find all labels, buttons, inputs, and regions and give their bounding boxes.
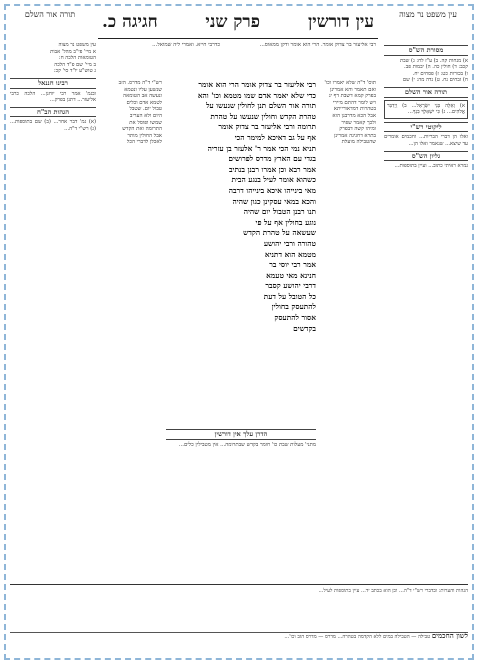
glossary-label: לשון החכמים bbox=[431, 631, 468, 640]
gemara-line: טהרת הקדש וחולין שנעשו על טהרת bbox=[210, 111, 316, 121]
gemara-line: תרומה ורבי אליעזר בר צדוק אומר bbox=[218, 122, 316, 132]
footer-notes bbox=[10, 588, 468, 628]
right-header-label bbox=[388, 10, 468, 20]
likutei-rashi-text: ואלו הן דברי הבריות... וחכמים אומרים עד שיצא... שנאמר ואלו הן... bbox=[384, 134, 468, 147]
glossary-text: טבילה — הטבילה במים ללא הקדמה בטהרה... מדרס — מדרס הזב וכו'... bbox=[284, 634, 431, 640]
folio-number: כ. bbox=[102, 12, 117, 32]
gemara-line: אף על גב דאיכא למימר הכי bbox=[234, 132, 316, 142]
left-header-label bbox=[10, 10, 90, 20]
gemara-line: כדי שלא יאמר אדם שמו מטמא וכו' והא bbox=[197, 90, 316, 100]
main-text-block bbox=[104, 42, 376, 580]
torah-or-label: תורה אור השלם bbox=[24, 10, 76, 19]
tractate-name: חגיגה bbox=[122, 12, 158, 32]
tosafot-intro: רבי אליעזר בר צדוק אומר. הרי הוא אומר ודקן ממאוס... bbox=[259, 42, 376, 48]
torah-or-section bbox=[384, 100, 468, 119]
left-margin-column bbox=[10, 42, 96, 580]
talmud-page bbox=[10, 10, 468, 646]
hagahot-text: (א) גמ' דבר אחר... (ב) שם בתוספות... (ג) רש"י ד"ה... bbox=[10, 119, 96, 132]
gemara-line: תניא נמי הכי אמר ר' אלעזר בן עזריה bbox=[207, 143, 316, 153]
left-top-refs: עין משפט נר מצוה א מיי' פי"ב מהל' אבות הטומאות הלכה ח: ב מיי' שם פ"ד הלכה ג טוש"ע יו"ד סי' קכ: bbox=[50, 42, 96, 75]
tosafot-column bbox=[320, 80, 376, 580]
gemara-line: חנינא מאי טעמא bbox=[266, 270, 316, 280]
hagahot-title: הגהות הב"ח bbox=[10, 107, 96, 118]
hadran-title: הדרן עלך אין דורשין bbox=[166, 429, 316, 440]
glossary-bar bbox=[10, 632, 468, 647]
right-margin-column bbox=[384, 42, 468, 580]
gemara-line: אמר רבי יוסי בר bbox=[269, 260, 316, 270]
gemara-line: רבי אליעזר בר צדוק אומר הרי הוא אומר bbox=[198, 80, 316, 89]
footer-divider bbox=[10, 584, 468, 585]
gemara-column bbox=[166, 80, 316, 420]
gilyon-text: גמרא ראיתי כתוב... ועיין בתוספות... bbox=[394, 163, 468, 170]
gemara-line: כשהוא אומר לעיל בנגע הבית bbox=[231, 175, 316, 185]
gemara-line: טהורה ורבי יהושע bbox=[263, 238, 316, 248]
gemara-line: להתעסק בחולין bbox=[271, 302, 316, 312]
gemara-line: נוגע בחולין אף על פי bbox=[255, 217, 316, 227]
gilyon-title: גליון הש"ס bbox=[384, 151, 468, 162]
page-header bbox=[98, 10, 378, 39]
gemara-line: מטמא הוא דתניא bbox=[264, 249, 316, 259]
header-tractate bbox=[102, 12, 158, 32]
footer-notes-text: הגהות והערות: ובדברי רש"י ד"ה... וכן הוא בכתב יד... עיין בתוספות לעיל... bbox=[318, 588, 468, 594]
tosafot-body: תוס' ד"ה שלא יאמרו וכו' ואם תאמר והא אמרינן בפרק קמא דשבת דף יג ויש לומר דהתם מיירי בטהרות דמדאורייתא אבל הכא מדרבנן הוא ולכך קאמר שפיר ומיהו קשה דבפרק בתרא דחגיגה אמרינן שהטבילה מועלת bbox=[324, 80, 376, 146]
header-chapter: פרק שני bbox=[205, 12, 260, 32]
mishnah-lower-section bbox=[166, 426, 316, 576]
gemara-line: תנו רבנן הטבול יום שהיה bbox=[243, 207, 316, 217]
torah-or-text: א) וְאֵלֶּה בְּנֵי יִשְׂרָאֵל... ב) וַיְדַבֵּר אֱלֹהִים... ג) כִּי יִשְׁאָלְךָ בִנְךָ... bbox=[387, 102, 465, 116]
gemara-line: והכא במאי עסקינן כגון שהיה bbox=[232, 196, 316, 206]
masoret-title: מסורת הש"ס bbox=[384, 45, 468, 56]
rabbeinu-chananel-title: רבינו חננאל bbox=[10, 78, 96, 89]
rashi-body: רש"י ד"ה מדרס. הזב שנשען עליו ונטמא ונעשה אב הטומאה לטמא אדם וכלים טבול יום. שטבל היום ולא העריב שמשו ופוסל את התרומה ואת הקדש אבל החולין מותר לאכלן לדברי הכל bbox=[118, 80, 162, 146]
masoret-text: א) מנחות קה. ב) ע"ז לח: ג) שבת קכב: ד) חולין כה. ה) יבמות פב. ו) בכורות כט: ז) פסחים יח. ח) זבחים נח. ט) נדה מה: י) שם bbox=[399, 57, 468, 84]
gemara-line: מאי בינייהו איכא בינייהו דרבה bbox=[228, 185, 316, 195]
gemara-line: שעשאה על טהרת הקדש bbox=[243, 228, 316, 238]
header-ein-mishpat: עין דורשין bbox=[307, 12, 374, 32]
rashi-intro: כדרבי חייא. ואמרי ליה שמואל... bbox=[152, 42, 220, 48]
likutei-rashi-title: ליקוטי רש"י bbox=[384, 122, 468, 133]
rabbeinu-chananel-text: ובגמ' אמר רבי יוחנן... הלכה כרבי אליעזר... דתנן בפרק... bbox=[10, 90, 96, 104]
torah-or-section-title: תורה אור השלם bbox=[384, 87, 468, 98]
gemara-line: אסור להתעסק bbox=[274, 313, 316, 323]
rashi-column bbox=[104, 80, 162, 580]
gemara-line: בקדשים bbox=[293, 323, 316, 333]
gemara-line: דרבי יהושע קסבר bbox=[265, 281, 316, 291]
ein-mishpat-label: עין משפט נר מצוה bbox=[399, 10, 457, 19]
gemara-line: תורה אור השלם תנן לחולין שנעשו על bbox=[206, 101, 316, 111]
gemara-line: אמר רבא וכן אמרו רבנן בנתיב bbox=[228, 164, 316, 174]
mishnah-text: מתני' מעלות שבת כו' חומר בקדש שבתרומה... אין מטבילין כלים... bbox=[178, 441, 316, 448]
gemara-line: בגדי עם הארץ מדרס לפרושים bbox=[228, 154, 316, 164]
gemara-line: כל הטובל על דעת bbox=[263, 291, 316, 301]
